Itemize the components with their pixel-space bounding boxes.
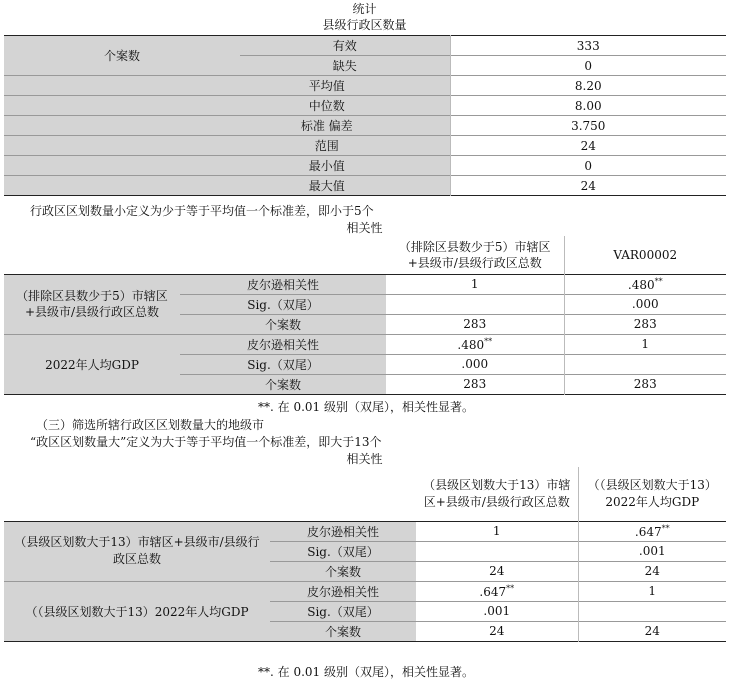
cases-label: 个案数 (4, 36, 240, 76)
corr2-r11: 1 (416, 521, 578, 541)
corr1-sig-label-2: Sig.（双尾） (180, 354, 386, 374)
corr1-s11 (386, 294, 564, 314)
corr2-table (4, 467, 726, 642)
corr1-table (4, 236, 726, 395)
stat-value-std: 3.750 (450, 116, 726, 136)
corr2-s22 (578, 601, 726, 621)
corr2-n-label: 个案数 (270, 561, 416, 581)
section-3-heading: （三）筛选所辖行政区区划数量大的地级市 (36, 418, 265, 432)
corr1-r11: 1 (386, 274, 564, 294)
corr2-title: 相关性 (346, 452, 383, 466)
stat-label-valid: 有效 (240, 36, 450, 56)
stat-label-range: 范围 (4, 136, 450, 156)
corr2-r22: 1 (578, 581, 726, 601)
corr1-r21-value: .480 (457, 337, 485, 352)
corr2-r21-value: .647 (479, 584, 507, 599)
corr2-sig-label-2: Sig.（双尾） (270, 601, 416, 621)
corr1-col-header-1: （排除区县数少于5）市辖区+县级市/县级行政区总数 (386, 236, 564, 274)
corr1-r21-sig-mark: ** (484, 336, 493, 346)
corr2-n21: 24 (416, 621, 578, 641)
stats-title: 统计 (352, 2, 377, 16)
stat-label-max: 最大值 (4, 176, 450, 196)
corr2-footnote: **. 在 0.01 级别（双尾），相关性显著。 (258, 665, 474, 679)
stat-value-missing: 0 (450, 56, 726, 76)
corr2-col-header-2: （（县级区划数大于13）2022年人均GDP (578, 467, 726, 521)
corr2-sig-label: Sig.（双尾） (270, 541, 416, 561)
corr1-s21: .000 (386, 354, 564, 374)
stat-value-range: 24 (450, 136, 726, 156)
stats-table (4, 35, 726, 196)
corr1-row-var2: 2022年人均GDP (4, 334, 180, 394)
corr2-n-label-2: 个案数 (270, 621, 416, 641)
corr1-r12-sig-mark: ** (654, 276, 663, 286)
corr1-n21: 283 (386, 374, 564, 394)
stat-label-std: 标准 偏差 (4, 116, 450, 136)
corr2-r12 (578, 521, 726, 541)
corr2-n22: 24 (578, 621, 726, 641)
stat-label-median: 中位数 (4, 96, 450, 116)
corr1-col-header-2: VAR00002 (564, 236, 726, 274)
corr1-r12 (564, 274, 726, 294)
stat-label-min: 最小值 (4, 156, 450, 176)
stat-value-max: 24 (450, 176, 726, 196)
corr1-n12: 283 (564, 314, 726, 334)
corr2-row-var1: （县级区划数大于13）市辖区+县级市/县级行政区总数 (4, 521, 270, 581)
stat-value-min: 0 (450, 156, 726, 176)
stat-value-valid: 333 (450, 36, 726, 56)
corr2-r21 (416, 581, 578, 601)
corr2-r21-sig-mark: ** (506, 583, 515, 593)
corr1-s22 (564, 354, 726, 374)
corr2-s11 (416, 541, 578, 561)
corr2-s21: .001 (416, 601, 578, 621)
note-large-definition: “政区区划数量大”定义为大于等于平均值一个标准差，即大于13个 (30, 435, 382, 449)
corr1-r21 (386, 334, 564, 354)
corr2-r12-value: .647 (634, 524, 662, 539)
stat-value-median: 8.00 (450, 96, 726, 116)
note-small-definition: 行政区区划数量小定义为少于等于平均值一个标准差，即小于5个 (30, 204, 374, 218)
corr1-r22: 1 (564, 334, 726, 354)
corr2-r12-sig-mark: ** (661, 523, 670, 533)
corr1-footnote: **. 在 0.01 级别（双尾），相关性显著。 (258, 400, 474, 414)
stat-label-mean: 平均值 (4, 76, 450, 96)
corr2-col-header-1: （县级区划数大于13）市辖区+县级市/县级行政区总数 (416, 467, 578, 521)
stat-label-missing: 缺失 (240, 56, 450, 76)
corr2-s12: .001 (578, 541, 726, 561)
corr1-title: 相关性 (346, 221, 383, 235)
stats-subtitle: 县级行政区数量 (322, 18, 407, 32)
corr2-row-var2: （（县级区划数大于13）2022年人均GDP (4, 581, 270, 641)
corr2-pearson-label: 皮尔逊相关性 (270, 521, 416, 541)
corr1-r12-value: .480 (627, 277, 655, 292)
corr2-n12: 24 (578, 561, 726, 581)
corr1-pearson-label: 皮尔逊相关性 (180, 274, 386, 294)
corr2-n11: 24 (416, 561, 578, 581)
corr1-sig-label: Sig.（双尾） (180, 294, 386, 314)
corr1-n-label: 个案数 (180, 314, 386, 334)
corr1-n-label-2: 个案数 (180, 374, 386, 394)
corr1-pearson-label-2: 皮尔逊相关性 (180, 334, 386, 354)
corr2-pearson-label-2: 皮尔逊相关性 (270, 581, 416, 601)
stat-value-mean: 8.20 (450, 76, 726, 96)
corr1-row-var1: （排除区县数少于5）市辖区+县级市/县级行政区总数 (4, 274, 180, 334)
corr1-n22: 283 (564, 374, 726, 394)
corr1-s12: .000 (564, 294, 726, 314)
corr1-n11: 283 (386, 314, 564, 334)
